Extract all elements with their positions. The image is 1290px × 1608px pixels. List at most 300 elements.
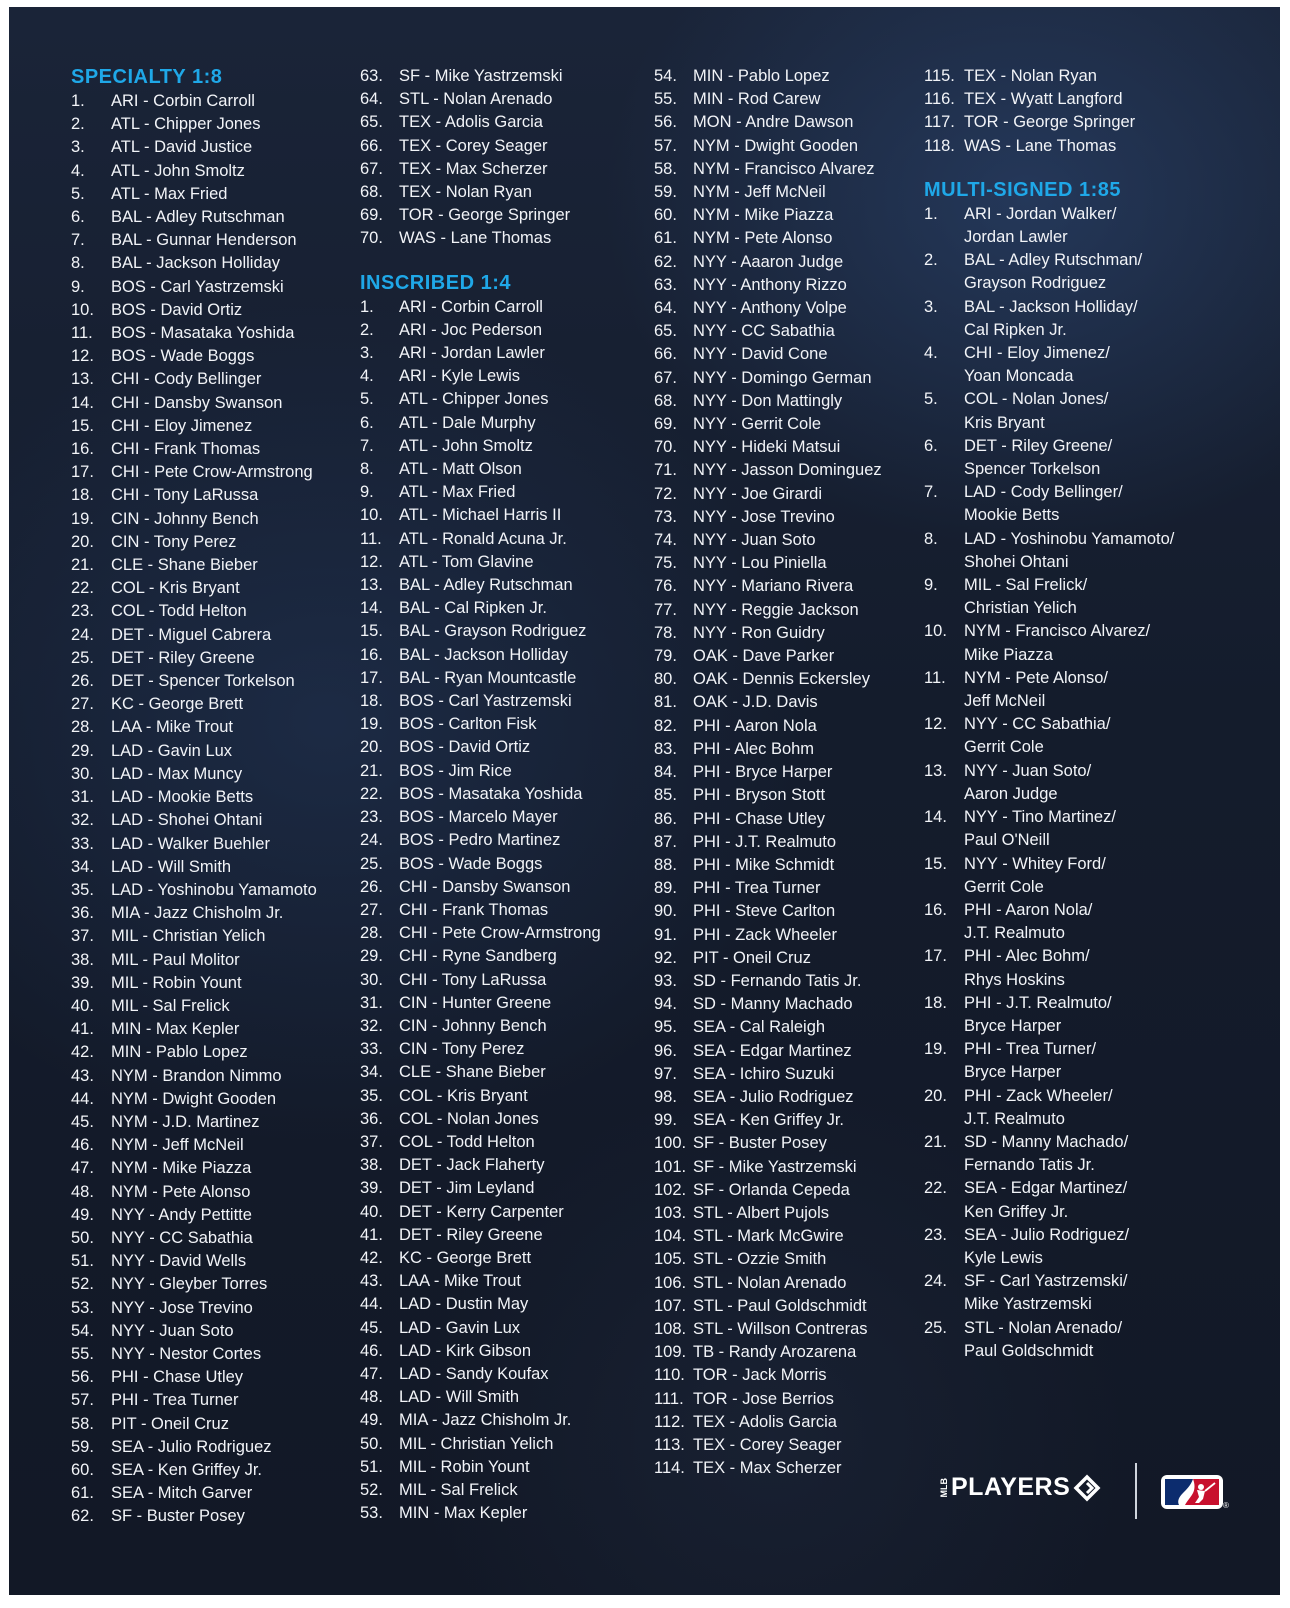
entry-number: 10.: [360, 506, 383, 525]
entry-number: 105.: [654, 1250, 687, 1269]
entry-number: 91.: [654, 925, 677, 944]
entry-number: 30.: [360, 970, 383, 989]
checklist-entry: [360, 1061, 601, 1084]
checklist-entry: [71, 949, 317, 972]
checklist-entry: [654, 459, 882, 482]
checklist-entry: [360, 783, 601, 806]
specialty-list-continued: [360, 65, 601, 251]
entry-number: 52.: [71, 1275, 94, 1294]
entry-number: 18.: [360, 692, 383, 711]
checklist-entry: [654, 854, 882, 877]
entry-player: MIN - Rod Carew: [693, 90, 821, 109]
entry-number: 8.: [71, 254, 85, 273]
entry-number: 63.: [360, 67, 383, 85]
entry-player: CHI - Frank Thomas: [111, 440, 261, 459]
entry-number: 38.: [360, 1156, 383, 1175]
checklist-entry: [360, 319, 601, 342]
entry-player: LAD - Gavin Lux: [111, 741, 233, 760]
entry-player: Mike Piazza: [964, 645, 1053, 664]
entry-player: TOR - Jack Morris: [693, 1366, 827, 1385]
entry-number: 8.: [360, 460, 374, 479]
entry-number: 16.: [924, 900, 947, 919]
entry-player: PHI - Chase Utley: [111, 1368, 244, 1387]
entry-player: MIL - Sal Frelick/: [964, 576, 1088, 595]
section-heading-inscribed: INSCRIBED 1:4: [360, 271, 511, 294]
checklist-entry: [71, 438, 317, 461]
entry-player: DET - Riley Greene/: [964, 436, 1113, 455]
entry-player: ARI - Corbin Carroll: [111, 92, 255, 110]
entry-player: Mike Yastrzemski: [964, 1295, 1092, 1314]
checklist-entry: [654, 251, 882, 274]
checklist-entry: [924, 713, 1174, 736]
checklist-entry: [71, 809, 317, 832]
entry-player: LAD - Sandy Koufax: [399, 1364, 549, 1383]
checklist-entry: [654, 204, 882, 227]
entry-number: 41.: [360, 1225, 383, 1244]
checklist-entry: [71, 716, 317, 739]
entry-number: 112.: [654, 1412, 685, 1431]
checklist-entry: [71, 1065, 317, 1088]
entry-player: NYM - Mike Piazza: [111, 1159, 252, 1178]
checklist-entry: [71, 1436, 317, 1459]
checklist-entry: [360, 1085, 601, 1108]
entry-player: NYY - Ron Guidry: [693, 623, 825, 642]
checklist-entry: [654, 947, 882, 970]
entry-number: 58.: [654, 159, 677, 178]
entry-number: 48.: [360, 1388, 383, 1407]
checklist-entry: [360, 342, 601, 365]
entry-player: CLE - Shane Bieber: [399, 1063, 546, 1082]
checklist-card: [9, 7, 1280, 1595]
entry-number: 57.: [71, 1391, 94, 1410]
entry-player: NYY - Domingo German: [693, 368, 872, 387]
checklist-entry: [71, 1482, 317, 1505]
checklist-entry: [654, 320, 882, 343]
entry-player: BOS - Carl Yastrzemski: [399, 692, 572, 711]
checklist-entry: [71, 322, 317, 345]
entry-number: 2.: [71, 115, 85, 134]
entry-number: 28.: [71, 718, 94, 737]
entry-number: 113.: [654, 1435, 685, 1454]
entry-player: TB - Randy Arozarena: [693, 1343, 857, 1362]
checklist-entry: [71, 206, 317, 229]
checklist-entry: [360, 1293, 601, 1316]
entry-player: CHI - Tony LaRussa: [111, 486, 259, 505]
checklist-entry: [924, 760, 1174, 783]
checklist-entry: [71, 902, 317, 925]
entry-player: SF - Buster Posey: [111, 1507, 245, 1526]
checklist-entry: [654, 1457, 882, 1480]
checklist-entry: [924, 458, 1174, 481]
entry-player: BOS - David Ortiz: [399, 738, 531, 757]
entry-number: 57.: [654, 136, 677, 155]
entry-number: 13.: [71, 370, 94, 389]
checklist-entry: [360, 1108, 601, 1131]
entry-number: 14.: [71, 393, 94, 412]
entry-player: Bryce Harper: [964, 1063, 1062, 1082]
checklist-entry: [924, 1108, 1174, 1131]
entry-player: NYM - J.D. Martinez: [111, 1112, 260, 1131]
entry-number: 14.: [360, 599, 383, 618]
entry-number: 16.: [71, 440, 94, 459]
entry-number: 42.: [71, 1043, 94, 1062]
entry-number: 111.: [654, 1389, 684, 1408]
entry-number: 1.: [71, 92, 85, 110]
entry-player: CHI - Tony LaRussa: [399, 970, 547, 989]
entry-number: 4.: [360, 367, 374, 386]
entry-player: NYY - Jose Trevino: [111, 1298, 253, 1317]
checklist-entry: [924, 736, 1174, 759]
entry-player: COL - Nolan Jones: [399, 1109, 539, 1128]
entry-player: NYY - Jose Trevino: [693, 507, 835, 526]
checklist-entry: [924, 1038, 1174, 1061]
entry-number: 15.: [71, 416, 94, 435]
checklist-entry: [71, 508, 317, 531]
entry-number: 93.: [654, 971, 677, 990]
checklist-entry: [71, 461, 317, 484]
checklist-entry: [71, 925, 317, 948]
checklist-entry: [360, 296, 601, 319]
checklist-entry: [71, 1505, 317, 1528]
entry-player: BAL - Grayson Rodriguez: [399, 622, 587, 641]
entry-player: BAL - Jackson Holliday/: [964, 297, 1138, 316]
checklist-entry: [360, 969, 601, 992]
entry-player: CHI - Pete Crow-Armstrong: [399, 924, 601, 943]
checklist-entry: [654, 343, 882, 366]
entry-number: 4.: [924, 344, 938, 363]
entry-player: LAA - Mike Trout: [399, 1272, 521, 1291]
entry-number: 5.: [71, 184, 85, 203]
entry-player: NYY - Nestor Cortes: [111, 1344, 262, 1363]
entry-number: 117.: [924, 113, 955, 132]
entry-player: NYY - Whitey Ford/: [964, 854, 1106, 873]
entry-number: 60.: [71, 1460, 94, 1479]
entry-player: Mookie Betts: [964, 506, 1060, 525]
entry-number: 61.: [654, 229, 677, 248]
entry-number: 106.: [654, 1273, 687, 1292]
entry-player: ATL - Dale Murphy: [399, 413, 536, 432]
entry-number: 64.: [654, 299, 677, 318]
checklist-entry: [924, 528, 1174, 551]
entry-number: 66.: [360, 136, 383, 155]
entry-player: COL - Todd Helton: [111, 602, 247, 621]
entry-number: 104.: [654, 1227, 687, 1246]
entry-number: 29.: [71, 741, 94, 760]
entry-player: SD - Manny Machado/: [964, 1132, 1129, 1151]
entry-player: BAL - Jackson Holliday: [111, 254, 281, 273]
checklist-entry: [924, 597, 1174, 620]
entry-player: MIN - Pablo Lopez: [693, 67, 830, 85]
entry-number: 102.: [654, 1180, 687, 1199]
checklist-entry: [924, 1270, 1174, 1293]
entry-player: TOR - George Springer: [964, 113, 1136, 132]
checklist-entry: [360, 435, 601, 458]
entry-number: 41.: [71, 1020, 94, 1039]
checklist-entry: [360, 1386, 601, 1409]
entry-number: 23.: [924, 1225, 947, 1244]
entry-player: TOR - George Springer: [399, 206, 571, 225]
entry-player: DET - Jack Flaherty: [399, 1156, 545, 1175]
checklist-entry: [924, 690, 1174, 713]
entry-number: 90.: [654, 902, 677, 921]
entry-player: PHI - Chase Utley: [693, 809, 826, 828]
entry-number: 2.: [924, 251, 938, 270]
checklist-entry: [71, 786, 317, 809]
entry-player: Rhys Hoskins: [964, 970, 1065, 989]
entry-player: ATL - Matt Olson: [399, 460, 522, 479]
entry-number: 68.: [654, 391, 677, 410]
checklist-entry: [654, 1132, 882, 1155]
checklist-entry: [360, 829, 601, 852]
entry-number: 40.: [71, 996, 94, 1015]
entry-player: Kris Bryant: [964, 413, 1045, 432]
checklist-entry: [360, 158, 601, 181]
entry-player: LAD - Yoshinobu Yamamoto: [111, 880, 317, 899]
entry-player: SEA - Julio Rodriguez: [693, 1087, 854, 1106]
checklist-entry: [71, 90, 317, 113]
checklist-entry: [654, 924, 882, 947]
entry-number: 13.: [360, 576, 383, 595]
entry-player: CHI - Dansby Swanson: [111, 393, 283, 412]
entry-player: TEX - Wyatt Langford: [964, 90, 1123, 109]
entry-number: 75.: [654, 554, 677, 573]
entry-number: 31.: [71, 788, 94, 807]
entry-number: 24.: [71, 625, 94, 644]
checklist-entry: [71, 252, 317, 275]
entry-number: 11.: [360, 529, 382, 548]
entry-number: 64.: [360, 90, 383, 109]
entry-player: TEX - Max Scherzer: [693, 1459, 842, 1478]
checklist-entry: [924, 992, 1174, 1015]
entry-player: CHI - Dansby Swanson: [399, 877, 571, 896]
entry-number: 69.: [360, 206, 383, 225]
entry-number: 56.: [71, 1368, 94, 1387]
checklist-entry: [924, 945, 1174, 968]
checklist-entry: [71, 1204, 317, 1227]
checklist-entry: [654, 715, 882, 738]
entry-player: MIA - Jazz Chisholm Jr.: [399, 1411, 572, 1430]
entry-player: DET - Spencer Torkelson: [111, 672, 295, 691]
entry-player: NYM - Dwight Gooden: [111, 1089, 277, 1108]
entry-number: 27.: [71, 695, 94, 714]
entry-player: PHI - Steve Carlton: [693, 902, 836, 921]
entry-player: SEA - Julio Rodriguez/: [964, 1225, 1130, 1244]
entry-number: 31.: [360, 993, 383, 1012]
entry-number: 47.: [360, 1364, 383, 1383]
entry-number: 50.: [71, 1228, 94, 1247]
entry-player: PHI - Aaron Nola/: [964, 900, 1093, 919]
entry-player: NYY - Hideki Matsui: [693, 438, 841, 457]
entry-player: Aaron Judge: [964, 784, 1058, 803]
checklist-entry: [360, 481, 601, 504]
entry-player: NYY - Joe Girardi: [693, 484, 822, 503]
entry-player: NYY - David Wells: [111, 1252, 247, 1271]
entry-number: 78.: [654, 623, 677, 642]
checklist-entry: [71, 577, 317, 600]
checklist-entry: [654, 1040, 882, 1063]
checklist-entry: [360, 1247, 601, 1270]
checklist-entry: [924, 1085, 1174, 1108]
checklist-entry: [924, 388, 1174, 411]
entry-number: 19.: [924, 1040, 947, 1059]
checklist-entry: [654, 1109, 882, 1132]
entry-player: MIN - Max Kepler: [111, 1020, 240, 1039]
entry-player: BOS - Pedro Martinez: [399, 831, 561, 850]
entry-player: MIL - Christian Yelich: [111, 927, 266, 946]
entry-player: CIN - Johnny Bench: [111, 509, 259, 528]
entry-player: MIN - Pablo Lopez: [111, 1043, 248, 1062]
checklist-entry: [924, 853, 1174, 876]
entry-player: SF - Mike Yastrzemski: [399, 67, 563, 85]
entry-player: STL - Albert Pujols: [693, 1203, 830, 1222]
entry-player: DET - Miguel Cabrera: [111, 625, 272, 644]
entry-number: 26.: [360, 877, 383, 896]
entry-number: 101.: [654, 1157, 687, 1176]
entry-player: ARI - Kyle Lewis: [399, 367, 521, 386]
entry-number: 20.: [71, 532, 94, 551]
checklist-entry: [360, 504, 601, 527]
entry-number: 118.: [924, 136, 955, 155]
entry-player: ARI - Jordan Lawler: [399, 344, 545, 363]
checklist-entry: [654, 1295, 882, 1318]
entry-player: CHI - Pete Crow-Armstrong: [111, 463, 313, 482]
entry-number: 109.: [654, 1343, 687, 1362]
checklist-entry: [71, 1181, 317, 1204]
entry-player: COL - Kris Bryant: [399, 1086, 528, 1105]
entry-number: 48.: [71, 1182, 94, 1201]
entry-number: 19.: [71, 509, 94, 528]
entry-player: MIL - Paul Molitor: [111, 950, 240, 969]
entry-number: 9.: [360, 483, 374, 502]
entry-player: CIN - Tony Perez: [111, 532, 237, 551]
entry-player: Bryce Harper: [964, 1016, 1062, 1035]
entry-player: STL - Nolan Arenado/: [964, 1318, 1123, 1337]
players-logo-mlb-text: MLB: [939, 1477, 949, 1498]
entry-number: 39.: [360, 1179, 383, 1198]
checklist-entry: [360, 1456, 601, 1479]
entry-number: 3.: [360, 344, 374, 363]
checklist-entry: [654, 761, 882, 784]
checklist-entry: [654, 111, 882, 134]
entry-player: PHI - Bryce Harper: [693, 763, 833, 782]
entry-player: SEA - Cal Raleigh: [693, 1018, 826, 1037]
entry-player: MIL - Sal Frelick: [111, 996, 230, 1015]
entry-number: 6.: [360, 413, 374, 432]
entry-number: 83.: [654, 739, 677, 758]
entry-player: TEX - Adolis Garcia: [693, 1412, 837, 1431]
entry-number: 115.: [924, 67, 955, 85]
entry-player: SF - Orlanda Cepeda: [693, 1180, 850, 1199]
checklist-entry: [924, 574, 1174, 597]
entry-number: 34.: [71, 857, 94, 876]
entry-number: 33.: [71, 834, 94, 853]
checklist-entry: [924, 88, 1174, 111]
checklist-entry: [360, 1340, 601, 1363]
checklist-entry: [71, 531, 317, 554]
entry-number: 45.: [360, 1318, 383, 1337]
entry-number: 54.: [654, 67, 677, 85]
entry-number: 6.: [924, 436, 938, 455]
entry-number: 107.: [654, 1296, 687, 1315]
checklist-entry: [654, 436, 882, 459]
entry-number: 22.: [71, 579, 94, 598]
checklist-entry: [924, 876, 1174, 899]
entry-player: J.T. Realmuto: [964, 1109, 1065, 1128]
entry-player: TEX - Corey Seager: [399, 136, 548, 155]
entry-number: 59.: [71, 1437, 94, 1456]
checklist-entry: [71, 1413, 317, 1436]
entry-player: NYY - Andy Pettitte: [111, 1205, 252, 1224]
checklist-entry: [360, 1270, 601, 1293]
entry-player: PHI - Trea Turner: [693, 879, 821, 898]
checklist-entry: [924, 1340, 1174, 1363]
entry-number: 45.: [71, 1112, 94, 1131]
entry-number: 49.: [360, 1411, 383, 1430]
checklist-entry: [71, 1273, 317, 1296]
entry-player: TEX - Max Scherzer: [399, 159, 548, 178]
entry-player: TOR - Jose Berrios: [693, 1389, 834, 1408]
checklist-entry: [71, 1250, 317, 1273]
entry-number: 18.: [924, 993, 947, 1012]
checklist-entry: [654, 575, 882, 598]
entry-number: 92.: [654, 948, 677, 967]
checklist-entry: [924, 806, 1174, 829]
checklist-entry: [654, 413, 882, 436]
entry-number: 2.: [360, 320, 374, 339]
entry-player: ATL - Tom Glavine: [399, 552, 534, 571]
entry-player: CIN - Johnny Bench: [399, 1016, 547, 1035]
checklist-entry: [71, 554, 317, 577]
checklist-entry: [360, 1502, 601, 1525]
entry-number: 3.: [71, 138, 85, 157]
checklist-entry: [360, 412, 601, 435]
entry-number: 28.: [360, 924, 383, 943]
checklist-entry: [654, 1086, 882, 1109]
checklist-entry: [654, 1016, 882, 1039]
entry-number: 36.: [71, 904, 94, 923]
entry-player: TEX - Nolan Ryan: [399, 183, 532, 202]
entry-number: 21.: [71, 556, 94, 575]
checklist-entry: [360, 1177, 601, 1200]
entry-number: 56.: [654, 113, 677, 132]
entry-number: 69.: [654, 415, 677, 434]
entry-player: ARI - Jordan Walker/: [964, 204, 1117, 223]
checklist-entry: [654, 88, 882, 111]
entry-number: 8.: [924, 529, 938, 548]
checklist-entry: [924, 829, 1174, 852]
entry-player: Yoan Moncada: [964, 367, 1074, 386]
entry-number: 49.: [71, 1205, 94, 1224]
entry-player: Spencer Torkelson: [964, 460, 1101, 479]
entry-player: ATL - David Justice: [111, 138, 253, 157]
checklist-entry: [71, 693, 317, 716]
checklist-entry: [360, 204, 601, 227]
entry-player: CHI - Eloy Jimenez: [111, 416, 253, 435]
checklist-entry: [71, 879, 317, 902]
entry-number: 35.: [360, 1086, 383, 1105]
entry-number: 43.: [71, 1066, 94, 1085]
entry-player: PHI - Mike Schmidt: [693, 855, 835, 874]
checklist-entry: [654, 738, 882, 761]
checklist-entry: [71, 484, 317, 507]
checklist-entry: [71, 972, 317, 995]
checklist-entry: [654, 367, 882, 390]
checklist-entry: [71, 670, 317, 693]
checklist-entry: [924, 412, 1174, 435]
entry-number: 51.: [71, 1252, 94, 1271]
entry-number: 98.: [654, 1087, 677, 1106]
checklist-entry: [360, 1201, 601, 1224]
